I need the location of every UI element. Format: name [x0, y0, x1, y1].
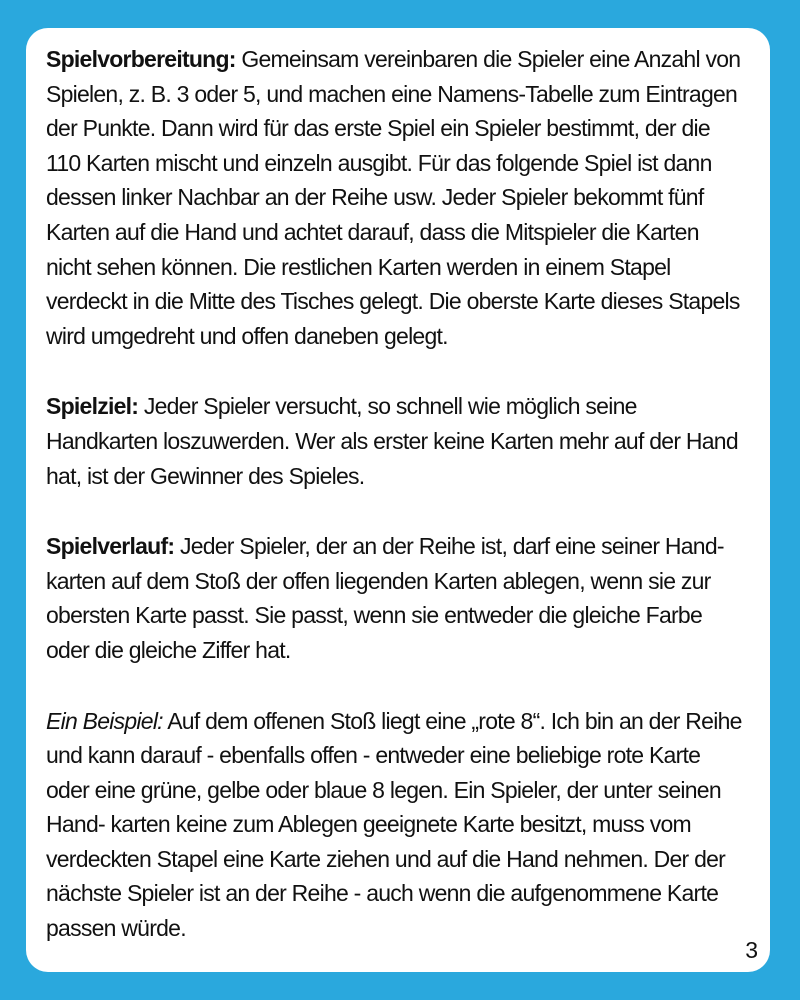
section-heading: Ein Beispiel: — [46, 707, 163, 734]
rules-card — [26, 28, 770, 972]
page-number: 3 — [745, 937, 758, 963]
section-beispiel — [46, 704, 746, 946]
section-heading: Spielziel: — [46, 393, 139, 420]
section-text: Auf dem offenen Stoß liegt eine „rote 8“. Ich bin an der Reihe und kann darauf - ebenfalls offen - entweder eine beliebige rote Karte oder eine grüne, gelbe oder blaue 8 legen. Ein Spieler, der unter seinen Hand- karten keine zum Ablegen geeignete Karte besitzt, muss vom verdeckten Stapel eine Karte ziehen und auf die Hand nehmen. Der der nächste Spieler ist an der Reihe - auch wenn die aufgenommene Karte passen würde. — [46, 707, 742, 942]
section-text: Jeder Spieler, der an der Reihe ist, darf eine seiner Hand- karten auf dem Stoß der offen liegenden Karten ablegen, wenn sie zur obersten Karte passt. Sie passt, wenn sie entweder die gleiche Farbe oder die gleiche Ziffer hat. — [46, 533, 724, 663]
section-spielverlauf — [46, 529, 746, 667]
section-spielvorbereitung — [46, 42, 746, 353]
section-heading: Spielvorbereitung: — [46, 46, 236, 72]
section-spielziel — [46, 389, 746, 493]
section-text: Jeder Spieler versucht, so schnell wie möglich seine Handkarten loszuwerden. Wer als erster keine Karten mehr auf der Hand hat, ist der Gewinner des Spieles. — [46, 393, 738, 489]
section-heading: Spielverlauf: — [46, 533, 175, 560]
section-text: Gemeinsam vereinbaren die Spieler eine Anzahl von Spielen, z. B. 3 oder 5, und machen eine Namens-Tabelle zum Eintragen der Punkte. Dann wird für das erste Spiel ein Spieler bestimmt, der die 110 Karten mischt und einzeln ausgibt. Für das folgende Spiel ist dann dessen linker Nachbar an der Reihe usw. Jeder Spieler bekommt fünf Karten auf die Hand und achtet darauf, dass die Mitspieler die Karten nicht sehen können. Die restlichen Karten werden in einem Stapel verdeckt in die Mitte des Tisches gelegt. Die oberste Karte dieses Stapels wird umgedreht und offen daneben gelegt. — [46, 46, 741, 349]
